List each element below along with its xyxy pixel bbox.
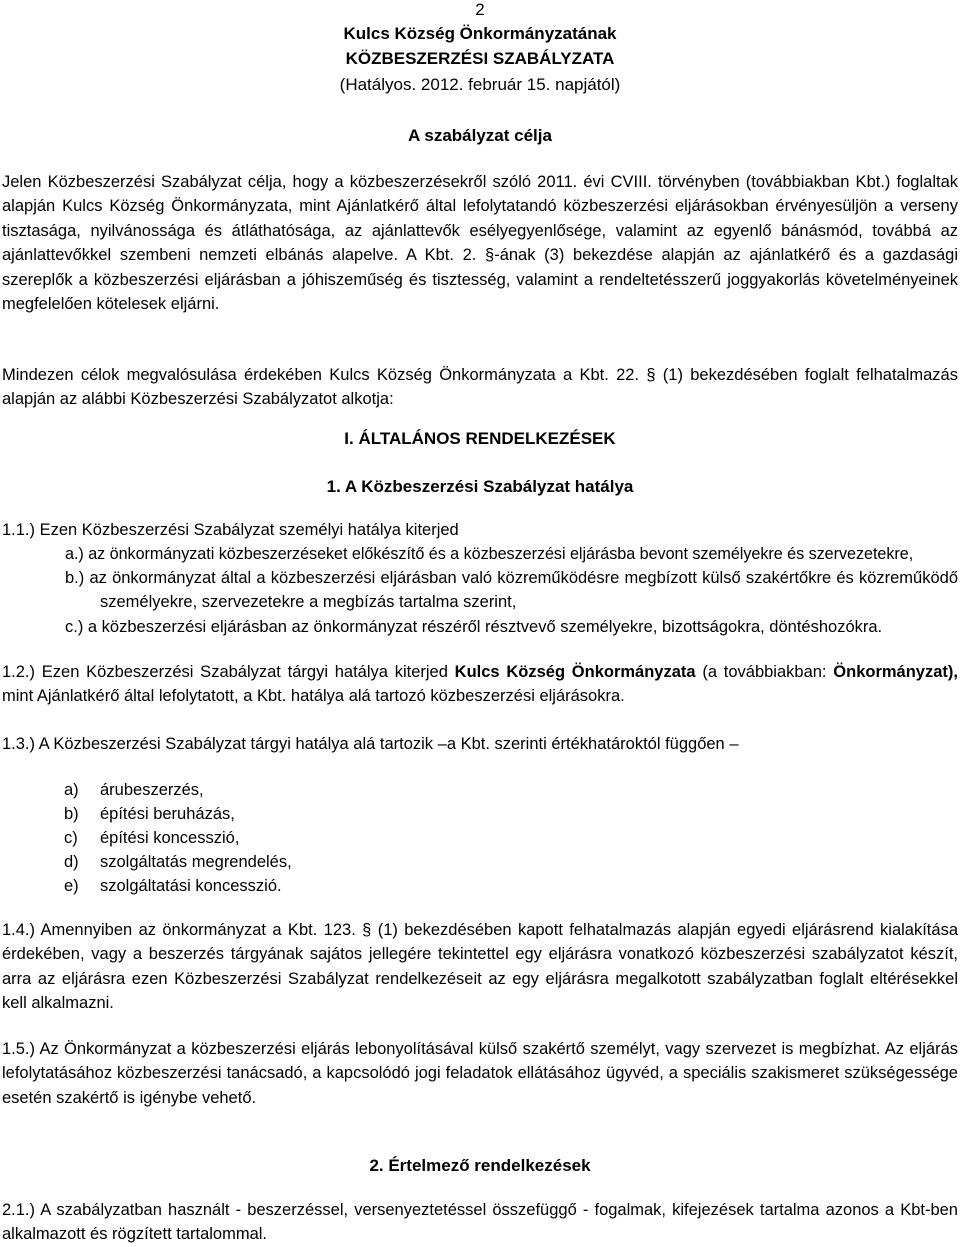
clause-1-2-bold-entity: Kulcs Község Önkormányzata [454,663,696,681]
procurement-type-c [64,826,464,850]
clause-1-1-b: b.) az önkormányzat által a közbeszerzési eljárásban való közreműködésre megbízott külső szakértőkre és közreműködő személyekre, szervezetekre a megbízás tartalma szerint, [65,569,958,612]
list-text: árubeszerzés, [100,781,204,799]
clause-1-4: 1.4.) Amennyiben az önkormányzat a Kbt. 123. § (1) bekezdésében kapott felhatalmazás alapján egyedi eljárásrend kialakítása érdekében, vagy a beszerzés tárgyának sajátos jellegére tekintettel egy eljárásra vonatkozó közbeszerzési szabályzatot készít, arra az eljárásra ezen Közbeszerzési Szabályzat rendelkezéseit az egy eljárásra megalkotott szabályzatban foglalt eltérésekkel kell alkalmazni. [2,921,958,1013]
section-1-heading: 1. A Közbeszerzési Szabályzat hatálya [326,477,634,496]
list-text: szolgáltatási koncesszió. [100,877,282,895]
list-label: d) [64,853,79,871]
effective-date: (Hatályos. 2012. február 15. napjától) [339,75,621,94]
clause-1-1-a: a.) az önkormányzati közbeszerzéseket előkészítő és a közbeszerzési eljárásba bevont személyekre és szervezetekre, [65,545,914,563]
clause-1-2-text-mid: (a továbbiakban: [702,663,827,681]
clause-1-2-text-start: 1.2.) Ezen Közbeszerzési Szabályzat tárgyi hatálya kiterjed [2,663,448,681]
purpose-heading: A szabályzat célja [408,126,552,145]
procurement-type-d [64,850,464,874]
clause-1-1-c: c.) a közbeszerzési eljárásban az önkormányzat részéről résztvevő személyekre, bizottságokra, döntéshozókra. [65,618,883,636]
procurement-type-a [64,778,464,802]
page-number: 2 [475,0,485,19]
section-2-heading: 2. Értelmező rendelkezések [369,1156,591,1175]
clause-1-2-text-end: mint Ajánlatkérő által lefolytatott, a Kbt. hatálya alá tartozó közbeszerzési eljárásokra. [2,687,625,706]
clause-1-2 [2,660,958,709]
procurement-type-b [64,802,464,826]
document-title-line1: Kulcs Község Önkormányzatának [343,24,617,43]
clause-1-5: 1.5.) Az Önkormányzat a közbeszerzési eljárás lebonyolításával külső szakértő személyt, vagy szervezet is megbízhat. Az eljárás lefolytatásához közbeszerzési tanácsadó, a kapcsolódó jogi feladatok ellátásához ügyvéd, a speciális szakismeret szükségessége esetén szakértő is igénybe vehető. [2,1040,958,1107]
list-label: c) [64,829,78,847]
list-label: e) [64,877,79,895]
list-text: építési beruházás, [100,805,235,823]
clause-2-1: 2.1.) A szabályzatban használt - beszerzéssel, versenyeztetéssel összefüggő - fogalmak, kifejezések tartalma azonos a Kbt-ben alkalmazott és rögzített tartalommal. [2,1201,958,1244]
clause-1-1: 1.1.) Ezen Közbeszerzési Szabályzat személyi hatálya kiterjed [2,521,459,539]
document-title-line2: KÖZBESZERZÉSI SZABÁLYZATA [345,49,615,68]
clause-1-3: 1.3.) A Közbeszerzési Szabályzat tárgyi hatálya alá tartozik –a Kbt. szerinti értékhatároktól függően – [2,735,739,753]
purpose-paragraph-1: Jelen Közbeszerzési Szabályzat célja, hogy a közbeszerzésekről szóló 2011. évi CVIII. törvényben (továbbiakban Kbt.) foglaltak alapján Kulcs Község Önkormányzata, mint Ajánlatkérő által lefolytatandó közbeszerzési eljárásokban érvényesüljön a verseny tisztasága, nyilvánossága és átláthatósága, az ajánlattevők esélyegyenlősége, valamint az egyenlő bánásmód, továbbá az ajánlattevőkkel szembeni nemzeti elbánás alapelve. A Kbt. 2. §-ának (3) bekezdése alapján az ajánlatkérő és a gazdasági szereplők a közbeszerzési eljárásban a jóhiszeműség és tisztesség, valamint a rendeltetésszerű joggyakorlás követelményeinek megfelelően kötelesek eljárni. [2,173,958,314]
chapter-heading: I. ÁLTALÁNOS RENDELKEZÉSEK [344,429,616,448]
purpose-paragraph-2: Mindezen célok megvalósulása érdekében Kulcs Község Önkormányzata a Kbt. 22. § (1) bekezdésében foglalt felhatalmazás alapján az alábbi Közbeszerzési Szabályzatot alkotja: [2,366,958,409]
procurement-type-e [64,874,464,898]
clause-1-2-bold-short: Önkormányzat), [833,663,958,681]
list-text: szolgáltatás megrendelés, [100,853,292,871]
list-label: a) [64,781,79,799]
list-label: b) [64,805,79,823]
list-text: építési koncesszió, [100,829,240,847]
